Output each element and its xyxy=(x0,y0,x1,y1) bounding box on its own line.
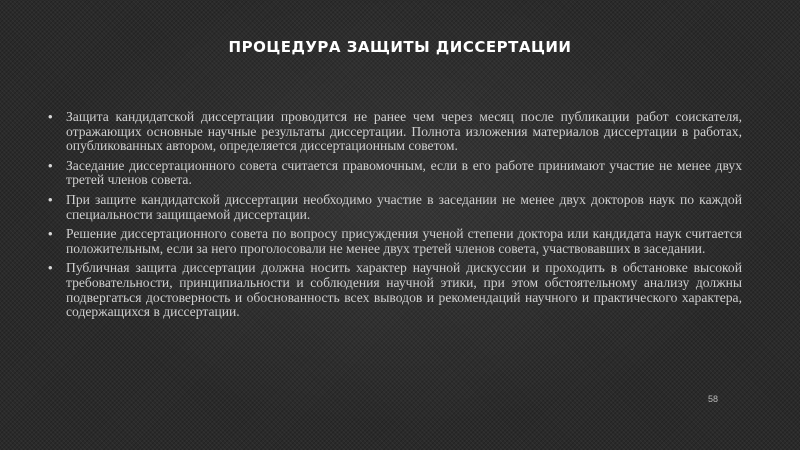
bullet-text: При защите кандидатской диссертации необходимо участие в заседании не менее двух докторов наук по каждой специальности защищаемой диссертации. xyxy=(66,191,742,222)
bullet-text: Публичная защита диссертации должна носить характер научной дискуссии и проходить в обстановке высокой требовательности, принципиальности и соблюдения научной этики, при этом обстоятельному анализу должны подвергаться достоверность и обоснованность всех выводов и рекомендаций научного и практического характера, содержащихся в диссертации. xyxy=(66,260,742,320)
bullet-icon: • xyxy=(48,109,53,124)
slide-title: ПРОЦЕДУРА ЗАЩИТЫ ДИССЕРТАЦИИ xyxy=(228,38,572,56)
bullet-icon: • xyxy=(48,191,53,207)
bullet-item xyxy=(48,261,742,319)
bullet-item xyxy=(48,110,742,154)
bullet-item xyxy=(48,193,742,222)
bullet-text: Решение диссертационного совета по вопросу присуждения ученой степени доктора или кандидата наук считается положительным, если за него проголосовали не менее двух третей членов совета, участвовавших в заседании. xyxy=(66,226,742,256)
bullet-item xyxy=(48,227,742,256)
bullet-icon: • xyxy=(48,260,53,276)
bullet-list xyxy=(48,110,742,325)
bullet-icon: • xyxy=(48,157,53,173)
bullet-text: Защита кандидатской диссертации проводится не ранее чем через месяц после публикации работ соискателя, отражающих основные научные результаты диссертации. Полнота изложения материалов диссертации в работах, опубликованных автором, определяется диссертационным советом. xyxy=(66,109,742,154)
page-number: 58 xyxy=(708,394,719,404)
bullet-icon: • xyxy=(48,226,53,242)
bullet-item xyxy=(48,159,742,188)
bullet-text: Заседание диссертационного совета считается правомочным, если в его работе принимают участие не менее двух третей членов совета. xyxy=(66,157,742,188)
